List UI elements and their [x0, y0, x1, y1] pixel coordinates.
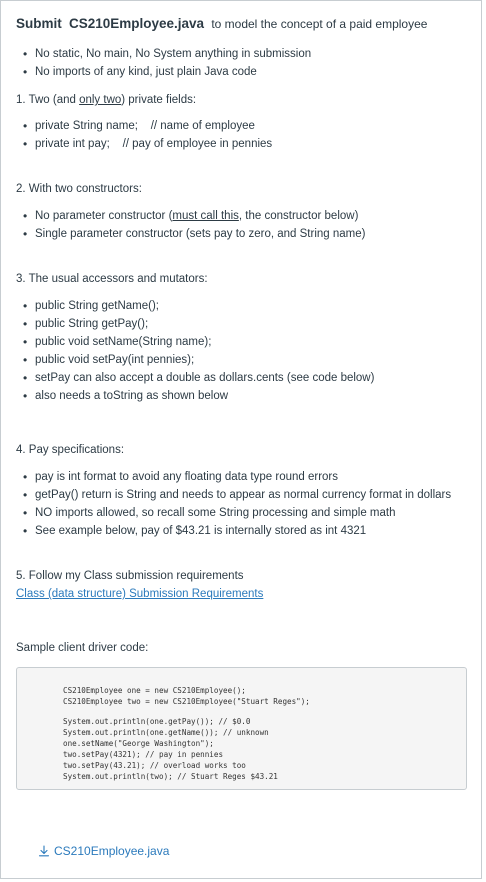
- download-icon: [38, 845, 50, 857]
- code-line: two.setPay(43.21); // overload works too: [63, 761, 246, 770]
- code-line: System.out.println(one.getPay()); // $0.0: [63, 717, 251, 726]
- list-item: • setPay can also accept a double as dollars.cents (see code below): [23, 371, 375, 385]
- section-heading: 2. With two constructors:: [16, 183, 142, 195]
- list-item: • public String getPay();: [23, 317, 149, 331]
- section-heading: 5. Follow my Class submission requirements: [16, 570, 244, 582]
- list-item: • pay is int format to avoid any floating data type round errors: [23, 470, 338, 484]
- title-suffix: to model the concept of a paid employee: [211, 17, 428, 31]
- list-item: • See example below, pay of $43.21 is internally stored as int 4321: [23, 524, 367, 538]
- code-block: [16, 667, 467, 790]
- list-item: • Single parameter constructor (sets pay to zero, and String name): [23, 227, 366, 241]
- download-label: CS210Employee.java: [54, 844, 170, 858]
- section-heading: 3. The usual accessors and mutators:: [16, 273, 208, 285]
- submission-requirements-link[interactable]: Class (data structure) Submission Requirements: [16, 588, 264, 600]
- code-line: two.setPay(4321); // pay in pennies: [63, 750, 224, 759]
- list-item: • NO imports allowed, so recall some String processing and simple math: [23, 506, 396, 520]
- code-line: System.out.println(one.getName()); // unknown: [63, 728, 269, 737]
- code-line: CS210Employee two = new CS210Employee("Stuart Reges");: [63, 697, 310, 706]
- code-line: System.out.println(two); // Stuart Reges $43.21: [63, 772, 278, 781]
- section-heading: 4. Pay specifications:: [16, 444, 125, 456]
- code-line: one.setName("George Washington");: [63, 739, 214, 748]
- page-title: [16, 16, 427, 31]
- sample-code-heading: Sample client driver code:: [16, 642, 149, 654]
- list-item: • private String name; // name of employee: [23, 119, 255, 133]
- list-item: • public void setName(String name);: [23, 335, 212, 349]
- list-item: • private int pay; // pay of employee in pennies: [23, 137, 273, 151]
- list-item: • No static, No main, No System anything in submission: [23, 47, 312, 61]
- download-file-link[interactable]: [38, 844, 169, 858]
- list-item: • getPay() return is String and needs to appear as normal currency format in dollars: [23, 488, 452, 502]
- list-item: • public void setPay(int pennies);: [23, 353, 195, 367]
- list-item: • public String getName();: [23, 299, 159, 313]
- list-item: • No parameter constructor (must call this, the constructor below): [23, 209, 359, 223]
- code-line: CS210Employee one = new CS210Employee();: [63, 686, 246, 695]
- title-prefix: Submit: [16, 16, 62, 31]
- list-item: • also needs a toString as shown below: [23, 389, 229, 403]
- section-heading: 1. Two (and only two) private fields:: [16, 94, 197, 106]
- title-filename: CS210Employee.java: [68, 16, 205, 31]
- list-item: • No imports of any kind, just plain Java code: [23, 65, 257, 79]
